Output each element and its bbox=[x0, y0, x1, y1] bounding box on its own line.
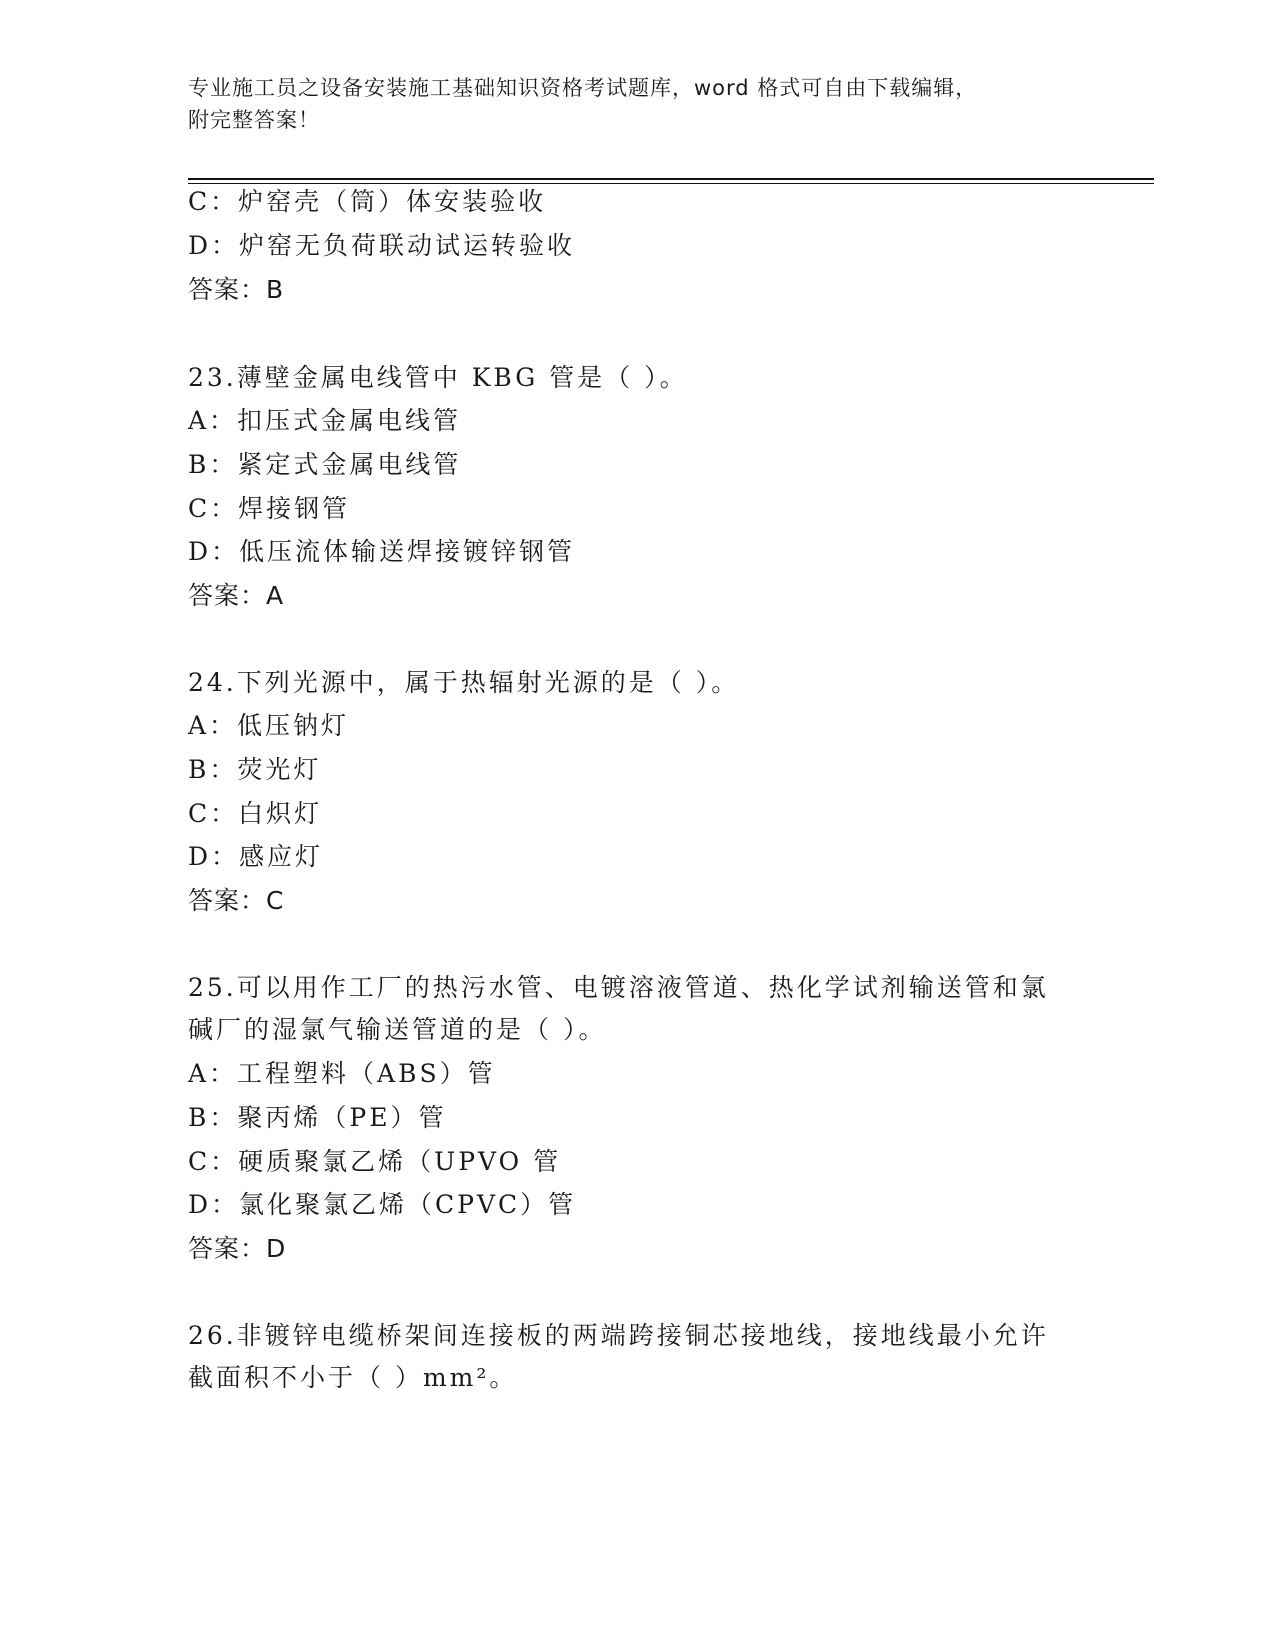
header-line-2: 附完整答案！ bbox=[188, 108, 320, 132]
q25-stem-line-1: 25.可以用作工厂的热污水管、电镀溶液管道、热化学试剂输送管和氯 bbox=[188, 973, 1049, 1002]
q26-stem-line-2: 截面积不小于（ ）mm²。 bbox=[188, 1363, 518, 1392]
q24-option-d: D：感应灯 bbox=[188, 842, 324, 871]
q24-answer: 答案：C bbox=[188, 886, 285, 915]
q23-option-a: A：扣压式金属电线管 bbox=[188, 406, 462, 435]
q23-stem: 23.薄壁金属电线管中 KBG 管是（ ）。 bbox=[188, 363, 688, 392]
q25-option-c: C：硬质聚氯乙烯（UPVO 管 bbox=[188, 1147, 562, 1176]
q26-stem-line-1: 26.非镀锌电缆桥架间连接板的两端跨接铜芯接地线，接地线最小允许 bbox=[188, 1321, 1049, 1350]
q23-answer: 答案：A bbox=[188, 581, 285, 610]
q24-option-b: B：荧光灯 bbox=[188, 755, 322, 784]
header-line-1: 专业施工员之设备安装施工基础知识资格考试题库，word 格式可自由下载编辑， bbox=[188, 76, 978, 100]
q22-option-c: C：炉窑壳（筒）体安装验收 bbox=[188, 187, 547, 216]
q25-option-d: D：氯化聚氯乙烯（CPVC）管 bbox=[188, 1190, 577, 1219]
document-header bbox=[188, 72, 1088, 136]
q25-option-b: B：聚丙烯（PE）管 bbox=[188, 1103, 447, 1132]
q24-option-c: C：白炽灯 bbox=[188, 799, 323, 828]
q25-option-a: A：工程塑料（ABS）管 bbox=[188, 1059, 496, 1088]
q24-stem: 24.下列光源中，属于热辐射光源的是（ ）。 bbox=[188, 668, 740, 697]
q24-option-a: A：低压钠灯 bbox=[188, 711, 350, 740]
header-divider-thick bbox=[188, 178, 1154, 180]
q23-option-b: B：紧定式金属电线管 bbox=[188, 450, 462, 479]
header-divider-thin bbox=[188, 183, 1154, 184]
q25-answer: 答案：D bbox=[188, 1234, 287, 1263]
q23-option-c: C：焊接钢管 bbox=[188, 494, 351, 523]
q22-option-d: D：炉窑无负荷联动试运转验收 bbox=[188, 231, 576, 260]
q23-option-d: D：低压流体输送焊接镀锌钢管 bbox=[188, 537, 576, 566]
q22-answer: 答案：B bbox=[188, 275, 285, 304]
q25-stem-line-2: 碱厂的湿氯气输送管道的是（ ）。 bbox=[188, 1015, 607, 1044]
